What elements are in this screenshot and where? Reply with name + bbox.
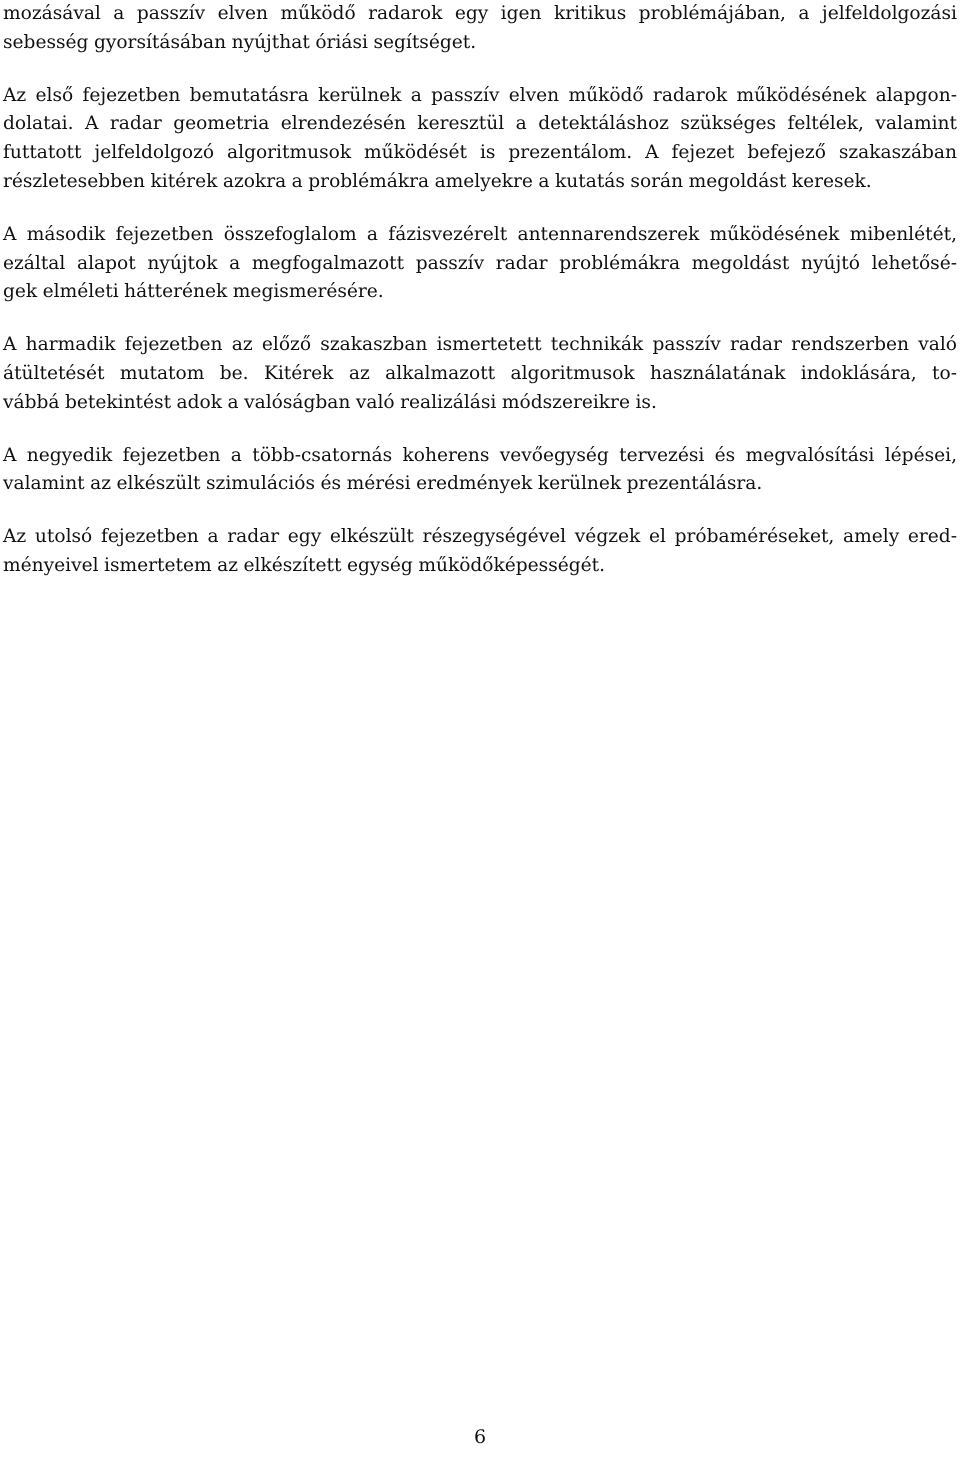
paragraph-chapter-5 [3, 523, 957, 581]
paragraph-intro-continuation [3, 0, 957, 58]
text-line: mozásával a passzív elven működő radarok egy igen kritikus problémájában, a jelfeldolgozási [3, 3, 957, 24]
text-line: vábbá betekintést adok a valóságban való realizálási módszereikre is. [3, 391, 657, 413]
paragraph-chapter-2 [3, 221, 957, 307]
text-line: A második fejezetben összefoglalom a fázisvezérelt antennarendszerek működésének mibenlétét, [3, 223, 957, 245]
text-line: ményeivel ismertetem az elkészített egység működőképességét. [3, 554, 606, 576]
paragraph-chapter-4 [3, 442, 957, 500]
text-line: futtatott jelfeldolgozó algoritmusok működését is prezentálom. A fejezet befejező szakaszában [3, 142, 957, 164]
text-line: A harmadik fejezetben az előző szakaszban ismertetett technikák passzív radar rendszerben való [3, 334, 957, 356]
page-number: 6 [473, 1426, 487, 1448]
text-line: valamint az elkészült szimulációs és mérési eredmények kerülnek prezentálásra. [3, 473, 763, 495]
text-line: Az első fejezetben bemutatásra kerülnek a passzív elven működő radarok működésének alapgon- [3, 84, 957, 106]
paragraph-chapter-1 [3, 82, 957, 197]
text-line: átültetését mutatom be. Kitérek az alkalmazott algoritmusok használatának indoklására, to- [3, 362, 957, 384]
text-line: gek elméleti hátterének megismerésére. [3, 281, 384, 303]
text-line: sebesség gyorsításában nyújthat óriási segítséget. [3, 31, 477, 53]
text-line: dolatai. A radar geometria elrendezésén keresztül a detektáláshoz szükséges feltélek, valamint [3, 113, 957, 135]
text-line: Az utolsó fejezetben a radar egy elkészült részegységével végzek el próbaméréseket, amely ered- [3, 526, 957, 548]
text-line: A negyedik fejezetben a több-csatornás koherens vevőegység tervezési és megvalósítási lépései, [3, 444, 957, 466]
paragraph-chapter-3 [3, 331, 957, 417]
text-line: ezáltal alapot nyújtok a megfogalmazott passzív radar problémákra megoldást nyújtó lehetősé- [3, 252, 957, 274]
text-line: részletesebben kitérek azokra a problémákra amelyekre a kutatás során megoldást keresek. [3, 170, 872, 192]
page-body [3, 0, 957, 605]
